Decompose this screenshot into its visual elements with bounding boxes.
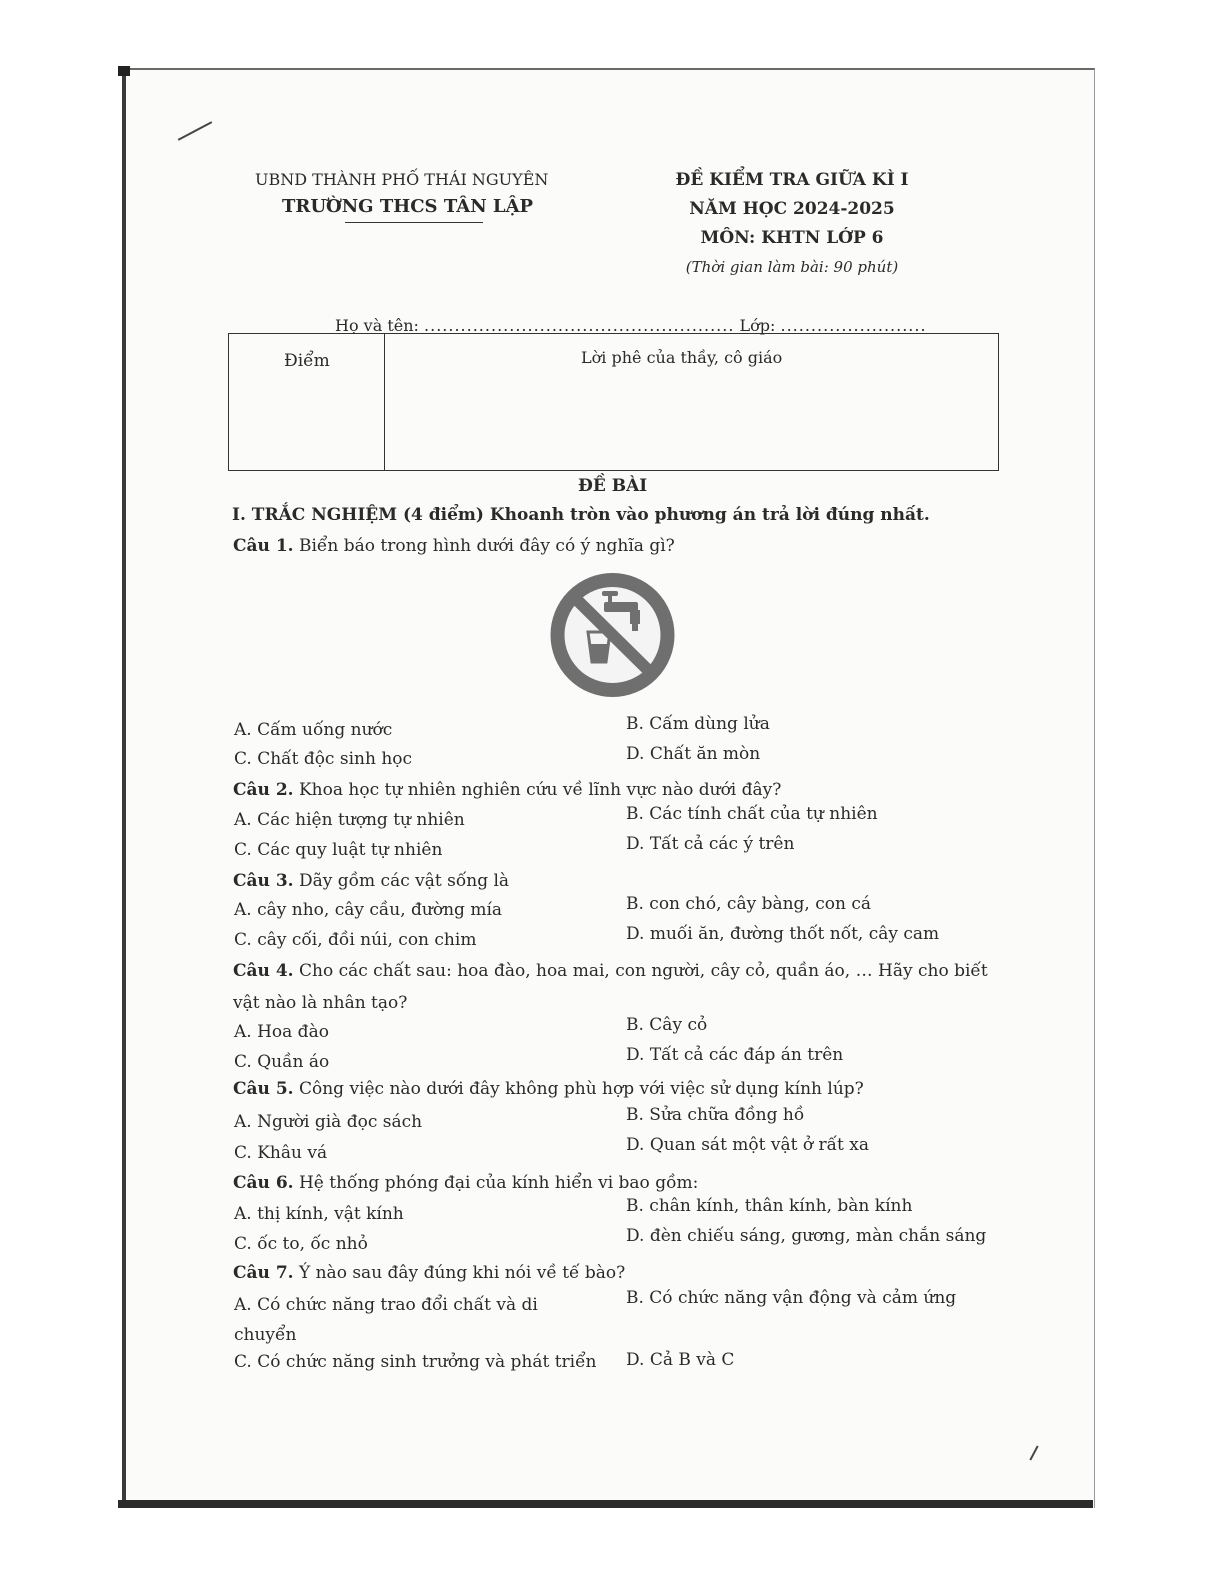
exam-title: ĐỀ KIỂM TRA GIỮA KÌ I: [675, 170, 909, 190]
q2-option-a[interactable]: A. Các hiện tượng tự nhiên: [234, 810, 465, 830]
question-label: Câu 5.: [233, 1079, 294, 1099]
q4-option-d[interactable]: D. Tất cả các đáp án trên: [626, 1045, 844, 1065]
question-label: Câu 6.: [233, 1173, 294, 1193]
q5-option-d[interactable]: D. Quan sát một vật ở rất xa: [626, 1135, 870, 1155]
question-label: Câu 7.: [233, 1263, 294, 1283]
question-label: Câu 1.: [233, 536, 294, 556]
q4-option-a[interactable]: A. Hoa đào: [234, 1022, 329, 1042]
q1-option-c[interactable]: C. Chất độc sinh học: [234, 749, 413, 769]
comment-label: Lời phê của thầy, cô giáo: [581, 348, 783, 367]
q3-option-d[interactable]: D. muối ăn, đường thốt nốt, cây cam: [626, 924, 940, 944]
q2-option-d[interactable]: D. Tất cả các ý trên: [626, 834, 795, 854]
q6-option-c[interactable]: C. ốc to, ốc nhỏ: [234, 1234, 368, 1254]
question-text: Khoa học tự nhiên nghiên cứu về lĩnh vực nào dưới đây?: [293, 780, 782, 800]
score-label: Điểm: [284, 351, 330, 371]
question-text: Hệ thống phóng đại của kính hiển vi bao gồm:: [293, 1173, 699, 1193]
name-field[interactable]: ...................................................: [424, 316, 735, 335]
question-label: Câu 3.: [233, 871, 294, 891]
q4-option-b[interactable]: B. Cây cỏ: [626, 1015, 708, 1035]
question-5: [233, 1076, 1003, 1103]
name-label: Họ và tên:: [335, 316, 419, 335]
q6-option-b[interactable]: B. chân kính, thân kính, bàn kính: [626, 1196, 913, 1216]
question-1: [233, 533, 1003, 560]
question-text: Biển báo trong hình dưới đây có ý nghĩa gì?: [293, 536, 675, 556]
q1-option-b[interactable]: B. Cấm dùng lửa: [626, 714, 770, 734]
q3-option-b[interactable]: B. con chó, cây bàng, con cá: [626, 894, 872, 914]
subject: MÔN: KHTN LỚP 6: [700, 228, 884, 248]
question-6: [233, 1170, 1003, 1197]
q6-option-a[interactable]: A. thị kính, vật kính: [234, 1204, 404, 1224]
exam-header: [672, 166, 912, 282]
scan-corner-mark: [118, 66, 130, 76]
class-field[interactable]: ........................: [780, 316, 927, 335]
q3-option-a[interactable]: A. cây nho, cây cầu, đường mía: [234, 900, 503, 920]
q3-option-c[interactable]: C. cây cối, đồi núi, con chim: [234, 930, 477, 950]
q4-option-c[interactable]: C. Quần áo: [234, 1052, 330, 1072]
q7-option-a[interactable]: A. Có chức năng trao đổi chất và di chuyển: [234, 1295, 538, 1345]
question-text: Công việc nào dưới đây không phù hợp với việc sử dụng kính lúp?: [293, 1079, 864, 1099]
grade-table: [228, 333, 999, 471]
q5-option-a[interactable]: A. Người già đọc sách: [234, 1112, 423, 1132]
question-label: Câu 2.: [233, 780, 294, 800]
school-underline: [345, 222, 483, 223]
question-7: [233, 1260, 1003, 1287]
question-text: Ý nào sau đây đúng khi nói về tế bào?: [293, 1263, 626, 1283]
school-year: NĂM HỌC 2024-2025: [689, 199, 895, 219]
class-label: Lớp:: [739, 316, 776, 335]
question-4: [233, 955, 1003, 1019]
q7-option-b[interactable]: B. Có chức năng vận động và cảm ứng: [626, 1288, 957, 1308]
exam-body-title: ĐỀ BÀI: [578, 476, 648, 496]
q1-option-d[interactable]: D. Chất ăn mòn: [626, 744, 761, 764]
q7-option-c[interactable]: C. Có chức năng sinh trưởng và phát triển: [234, 1352, 597, 1372]
q2-option-c[interactable]: C. Các quy luật tự nhiên: [234, 840, 443, 860]
question-text: Dãy gồm các vật sống là: [293, 871, 510, 891]
scan-bottom-edge: [118, 1500, 1093, 1508]
question-text: Cho các chất sau: hoa đào, hoa mai, con người, cây cỏ, quần áo, … Hãy cho biết vật nào là nhân tạo?: [233, 961, 988, 1013]
authority-name: UBND THÀNH PHỐ THÁI NGUYÊN: [255, 170, 549, 189]
section-heading: I. TRẮC NGHIỆM (4 điểm) Khoanh tròn vào phương án trả lời đúng nhất.: [232, 505, 930, 525]
time-limit: (Thời gian làm bài: 90 phút): [685, 258, 899, 276]
q7-option-d[interactable]: D. Cả B và C: [626, 1350, 735, 1370]
school-name: TRƯỜNG THCS TÂN LẬP: [282, 196, 534, 217]
question-3: [233, 868, 1003, 895]
q1-option-a[interactable]: A. Cấm uống nước: [234, 720, 393, 740]
score-cell: [229, 334, 385, 470]
q5-option-b[interactable]: B. Sửa chữa đồng hồ: [626, 1105, 805, 1125]
q6-option-d[interactable]: D. đèn chiếu sáng, gương, màn chắn sáng: [626, 1226, 987, 1246]
question-label: Câu 4.: [233, 961, 294, 981]
question-2: [233, 777, 1003, 804]
q5-option-c[interactable]: C. Khâu vá: [234, 1143, 328, 1163]
no-drinking-water-sign-icon: [548, 572, 677, 698]
q2-option-b[interactable]: B. Các tính chất của tự nhiên: [626, 804, 878, 824]
